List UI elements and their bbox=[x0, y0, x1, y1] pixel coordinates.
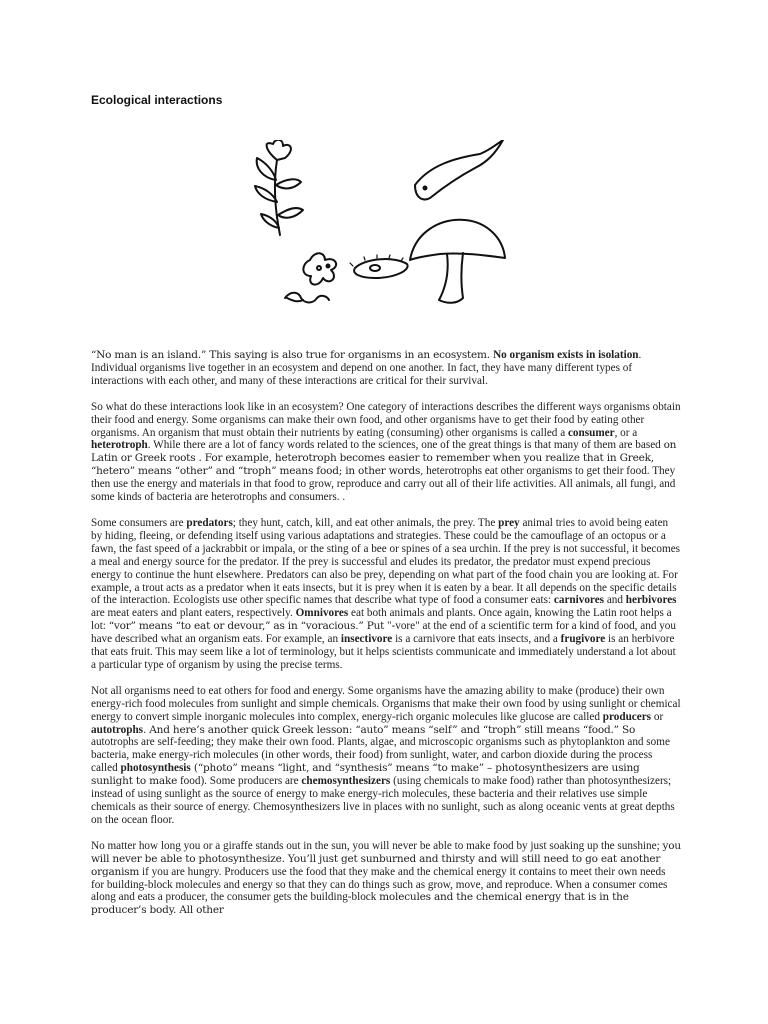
small-worm-drawing bbox=[285, 293, 329, 303]
bold-term: insectivore bbox=[340, 633, 393, 646]
bold-term: producers bbox=[602, 710, 652, 723]
text-run: heterotrophs eat other organisms to get their food. They then use the energy and materials in that food to grow, reproduce and carry out all of their life activities. All animals, all fungi, and some kinds of bacteria are heterotrophs and consumers. . bbox=[91, 465, 676, 504]
eel-drawing bbox=[415, 140, 503, 199]
text-run: animal tries to avoid being eaten by hiding, fleeing, or defending itself using various adaptations and strategies. These could be the camouflage of an octopus or a fawn, the fast speed of a jackrabbit or impala, or the sting of a bee or spines of a sea urchin. If the prey is not successful, it becomes a meal and energy source for the predator. If the prey is successful and eludes its predator, the predator must expend precious energy to continue the hunt elsewhere. Predators can also be prey, depending on what part of the food chain you are looking at. For example, a trout acts as a predator when it eats insects, but it is prey when it is eaten by a bear. It all depends on the specific details of the interaction. Ecologists use other specific names that describe what type of food a consumer eats: bbox=[91, 516, 681, 607]
text-run: Some consumers are bbox=[91, 516, 187, 529]
protist-drawing bbox=[303, 253, 336, 284]
text-run: molecules and the chemical energy that is in the producer’s body. All other bbox=[91, 891, 629, 917]
text-run: if you are hungry. Producers use the food that they make and the chemical energy it contains to meet their own needs for building-block molecules and energy so that they can do things such as grow, move, and reproduce. When a consumer comes along and eats a producer, the consumer gets the building-block bbox=[91, 865, 668, 904]
bold-term: carnivores bbox=[553, 594, 605, 607]
text-run: you will never be able to photosynthesize. You’ll just get sunburned and thirsty and will still need to go eat another organism bbox=[91, 839, 681, 878]
bold-term: herbivores bbox=[625, 594, 677, 607]
text-run: and bbox=[604, 594, 626, 607]
text-run: is an herbivore that eats fruit. This may seem like a lot of terminology, but it helps scientists communicate and immediately understand a lot about a particular type of organism by using the precise terms. bbox=[91, 633, 676, 671]
bold-term: No organism exists in isolation bbox=[493, 349, 639, 361]
text-run: . Individual organisms live together in an ecosystem and depend on one another. In fact, they have many different types of interactions with each other, and many of these interactions are critical for their survival. bbox=[91, 349, 642, 387]
text-run: “No man is an island.” This saying is also true for organisms in an ecosystem. bbox=[91, 349, 494, 361]
body-paragraph bbox=[91, 685, 681, 827]
page-title: Ecological interactions bbox=[91, 93, 223, 107]
text-run: “vor” means “to eat or devour,” as in “voracious.” Put bbox=[108, 620, 385, 633]
paramecium-drawing bbox=[350, 255, 408, 278]
text-run: is a carnivore that eats insects, and a bbox=[392, 633, 561, 646]
text-run: (using chemicals to make food) rather than photosynthesizers; instead of using sunlight as the source of energy to make energy-rich molecules, these bacteria and their relatives use simple chemicals as their source of energy. Chemosynthesizers live in places with no sunlight, such as along oceanic vents at great depths on the ocean floor. bbox=[91, 775, 675, 826]
bold-term: autotrophs bbox=[91, 723, 144, 736]
body-paragraph bbox=[91, 517, 681, 672]
text-run: ; they hunt, catch, kill, and eat other animals, the prey. The bbox=[232, 516, 499, 529]
bold-term: prey bbox=[498, 516, 520, 529]
mushroom-drawing bbox=[410, 220, 505, 303]
text-run: So what do these interactions look like in an ecosystem? One category of interactions describes the different ways organisms obtain their food and energy. Some organisms can make their own food, and other organisms have to get their food by eating other organisms. An organism that must obtain their nutrients by eating (consuming) other organisms is called a bbox=[91, 400, 681, 439]
bold-term: predators bbox=[186, 516, 233, 529]
text-run: , or a bbox=[614, 426, 638, 439]
text-run: . And here’s another quick Greek lesson: “auto” means “self” and “troph” still means “food.” So bbox=[143, 723, 636, 736]
text-run: or bbox=[651, 710, 664, 723]
bold-term: heterotroph bbox=[91, 439, 148, 452]
plant-drawing bbox=[255, 140, 303, 235]
text-run: on Latin or Greek roots . For example, heterotroph becomes easier to remember when you realize that in Greek, “hetero” means “other” and “troph” means food; in other words, bbox=[91, 439, 677, 478]
bold-term: consumer bbox=[567, 426, 615, 439]
text-run: No matter how long you or a giraffe stands out in the sun, you will never be able to make food by just soaking up the sunshine; bbox=[91, 839, 663, 852]
text-run: food). Some producers are bbox=[177, 775, 302, 788]
bold-term: photosynthesis bbox=[120, 762, 191, 775]
text-run: autotrophs are self-feeding; they make their own food. Plants, algae, and microscopic organisms such as phytoplankton and some bacteria, make energy-rich molecules (in other words, their food) from sunlight, water, and carbon dioxide during the process called bbox=[91, 736, 670, 775]
bold-term: chemosynthesizers bbox=[301, 775, 391, 788]
organisms-illustration bbox=[225, 140, 525, 320]
document-body bbox=[91, 349, 681, 930]
bold-term: frugivore bbox=[560, 633, 606, 646]
text-run: (“photo” means “light, and “synthesis” means “to make” – photosynthesizers are using sunlight to make bbox=[91, 762, 640, 788]
bold-term: Omnivores bbox=[295, 607, 349, 620]
text-run: eat both animals and plants. Once again, knowing the Latin root helps a lot: bbox=[91, 607, 672, 633]
text-run: Not all organisms need to eat others for food and energy. Some organisms have the amazing ability to make (produce) their own energy-rich food molecules from sunlight and simple chemicals. Organisms that make their own food by using sunlight or chemical energy to convert simple inorganic molecules into complex, energy-rich organic molecules like glucose are called bbox=[91, 684, 681, 723]
text-run: are meat eaters and plant eaters, respectively. bbox=[91, 607, 296, 620]
text-run: . While there are a lot of fancy words related to the sciences, one of the great things is that many of them are based bbox=[147, 439, 664, 452]
text-run: "-vore" at the end of a scientific term for a kind of food, and you have described what an organism eats. For example, an bbox=[91, 620, 676, 646]
body-paragraph bbox=[91, 349, 681, 388]
body-paragraph bbox=[91, 401, 681, 504]
body-paragraph bbox=[91, 840, 681, 917]
